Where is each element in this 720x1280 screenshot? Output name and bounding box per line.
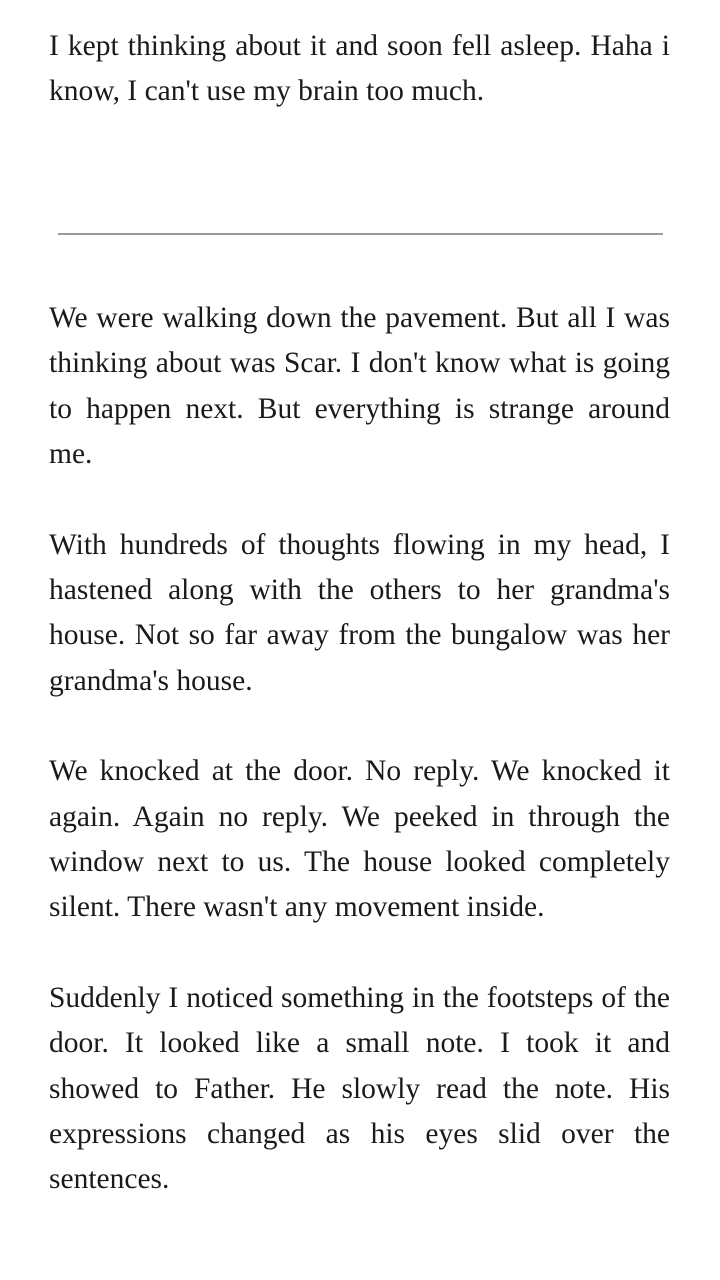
section-divider (58, 233, 663, 235)
text-paragraph: Suddenly I noticed something in the footsteps of the door. It looked like a small note. I took it and showed to Father. He slowly read the note. His expressions changed as his eyes slid over the sentences. (49, 982, 670, 1196)
text-paragraph: We were walking down the pavement. But all I was thinking about was Scar. I don't know what is going to happen next. But everything is strange around me. (49, 302, 670, 470)
text-paragraph: I kept thinking about it and soon fell asleep. Haha i know, I can't use my brain too much. (49, 30, 670, 108)
reader-body-section (49, 296, 670, 1203)
text-paragraph: We knocked at the door. No reply. We knocked it again. Again no reply. We peeked in through the window next to us. The house looked completely silent. There wasn't any movement inside. (49, 755, 670, 924)
text-paragraph: With hundreds of thoughts flowing in my head, I hastened along with the others to her grandma's house. Not so far away from the bungalow was her grandma's house. (49, 528, 670, 697)
reader-top-section (49, 24, 670, 115)
